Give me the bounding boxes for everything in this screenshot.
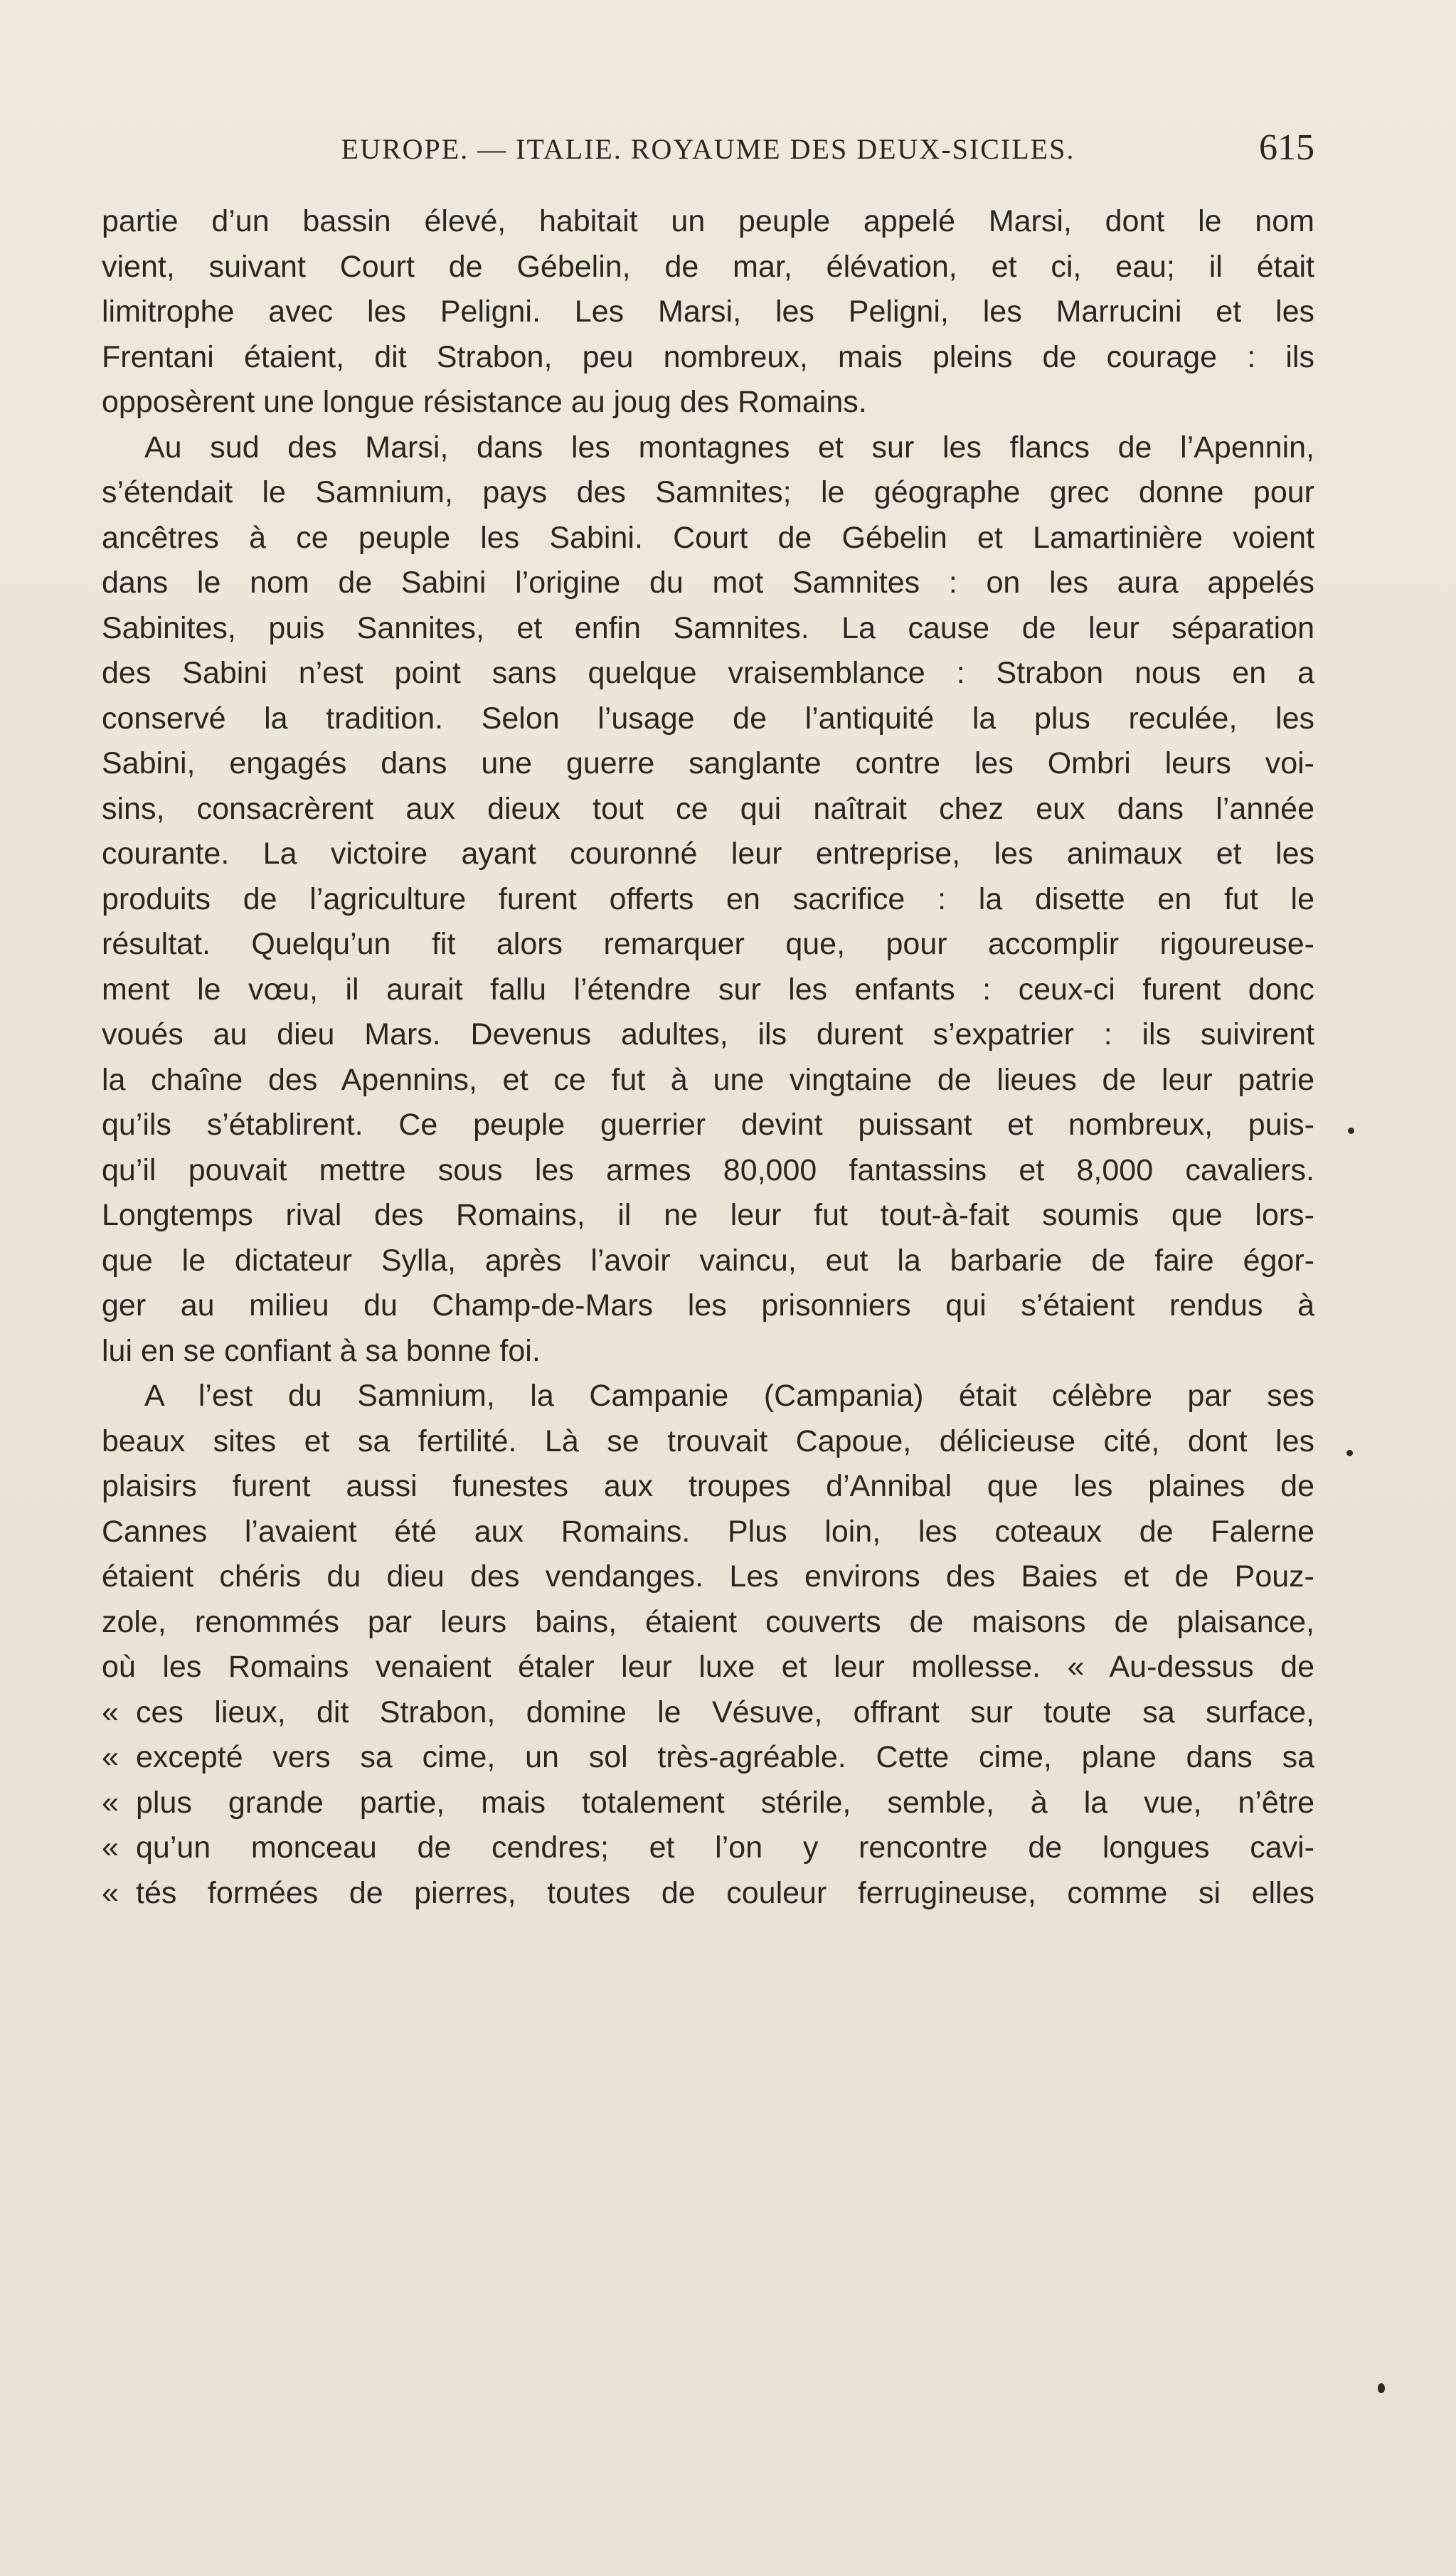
- text-line: dans le nom de Sabini l’origine du mot Samnites : on les aura appelés: [102, 566, 1314, 600]
- text-line: opposèrent une longue résistance au joug des Romains.: [102, 385, 867, 419]
- quote-line: [102, 1825, 1314, 1871]
- text-line: Au sud des Marsi, dans les montagnes et sur les flancs de l’Apennin,: [144, 430, 1314, 465]
- ink-speck: [1378, 2383, 1385, 2393]
- text-line: voués au dieu Mars. Devenus adultes, ils durent s’expatrier : ils suivirent: [102, 1017, 1314, 1051]
- running-title: EUROPE. — ITALIE. ROYAUME DES DEUX-SICILES.: [341, 133, 1075, 165]
- text-line: beaux sites et sa fertilité. Là se trouvait Capoue, délicieuse cité, dont les: [102, 1424, 1314, 1458]
- text-line: partie d’un bassin élevé, habitait un peuple appelé Marsi, dont le nom: [102, 204, 1314, 238]
- text-line: ment le vœu, il aurait fallu l’étendre sur les enfants : ceux-ci furent donc: [102, 972, 1314, 1007]
- quote-mark: «: [102, 1830, 119, 1865]
- text-line: étaient chéris du dieu des vendanges. Les environs des Baies et de Pouz-: [102, 1559, 1314, 1594]
- quote-line: [102, 1781, 1314, 1826]
- text-line: produits de l’agriculture furent offerts en sacrifice : la disette en fut le: [102, 881, 1314, 916]
- quote-line: [102, 1735, 1314, 1781]
- text-line: des Sabini n’est point sans quelque vraisemblance : Strabon nous en a: [102, 656, 1314, 690]
- quote-text: tés formées de pierres, toutes de couleur ferrugineuse, comme si elles: [136, 1875, 1314, 1910]
- text-line: qu’ils s’établirent. Ce peuple guerrier devint puissant et nombreux, puis-: [102, 1108, 1314, 1142]
- text-line: Cannes l’avaient été aux Romains. Plus loin, les coteaux de Falerne: [102, 1514, 1314, 1549]
- quote-text: ces lieux, dit Strabon, domine le Vésuve, offrant sur toute sa surface,: [136, 1695, 1314, 1729]
- ink-speck: [1346, 1450, 1353, 1456]
- text-line: ger au milieu du Champ-de-Mars les prisonniers qui s’étaient rendus à: [102, 1288, 1314, 1323]
- text-line: Longtemps rival des Romains, il ne leur fut tout-à-fait soumis que lors-: [102, 1198, 1314, 1232]
- quote-text: plus grande partie, mais totalement stérile, semble, à la vue, n’être: [136, 1785, 1314, 1820]
- body-text: [102, 199, 1314, 1916]
- text-line: s’étendait le Samnium, pays des Samnites; le géographe grec donne pour: [102, 475, 1314, 509]
- text-line: conservé la tradition. Selon l’usage de l’antiquité la plus reculée, les: [102, 701, 1314, 736]
- text-line: Sabinites, puis Sannites, et enfin Samnites. La cause de leur séparation: [102, 610, 1314, 645]
- quote-mark: «: [102, 1785, 119, 1820]
- text-line: vient, suivant Court de Gébelin, de mar, élévation, et ci, eau; il était: [102, 249, 1314, 284]
- running-header: [102, 127, 1314, 184]
- quotation: [102, 1690, 1314, 1917]
- text-line: que le dictateur Sylla, après l’avoir vaincu, eut la barbarie de faire égor-: [102, 1243, 1314, 1278]
- page-number: 615: [1259, 127, 1314, 168]
- quote-mark: «: [102, 1875, 119, 1910]
- paragraph-2: [102, 425, 1314, 1374]
- text-line: qu’il pouvait mettre sous les armes 80,000 fantassins et 8,000 cavaliers.: [102, 1152, 1314, 1187]
- ink-speck: [1348, 1128, 1354, 1134]
- text-line: Frentani étaient, dit Strabon, peu nombreux, mais pleins de courage : ils: [102, 339, 1314, 374]
- paragraph-1: [102, 199, 1314, 425]
- text-line: résultat. Quelqu’un fit alors remarquer que, pour accomplir rigoureuse-: [102, 927, 1314, 961]
- quote-text: excepté vers sa cime, un sol très-agréable. Cette cime, plane dans sa: [136, 1740, 1314, 1774]
- text-line: zole, renommés par leurs bains, étaient couverts de maisons de plaisance,: [102, 1604, 1314, 1639]
- text-line: lui en se confiant à sa bonne foi.: [102, 1333, 541, 1368]
- quote-mark: «: [102, 1695, 119, 1729]
- text-line: sins, consacrèrent aux dieux tout ce qui naîtrait chez eux dans l’année: [102, 791, 1314, 826]
- text-line: Sabini, engagés dans une guerre sanglante contre les Ombri leurs voi-: [102, 746, 1314, 780]
- text-line: ancêtres à ce peuple les Sabini. Court de Gébelin et Lamartinière voient: [102, 520, 1314, 555]
- text-line: limitrophe avec les Peligni. Les Marsi, les Peligni, les Marrucini et les: [102, 295, 1314, 329]
- text-line: la chaîne des Apennins, et ce fut à une vingtaine de lieues de leur patrie: [102, 1062, 1314, 1097]
- text-line: où les Romains venaient étaler leur luxe et leur mollesse. « Au-dessus de: [102, 1650, 1314, 1684]
- quote-line: [102, 1690, 1314, 1736]
- text-line: courante. La victoire ayant couronné leur entreprise, les animaux et les: [102, 837, 1314, 871]
- quote-line: [102, 1871, 1314, 1917]
- text-line: plaisirs furent aussi funestes aux troupes d’Annibal que les plaines de: [102, 1469, 1314, 1503]
- quote-mark: «: [102, 1740, 119, 1774]
- quote-text: qu’un monceau de cendres; et l’on y rencontre de longues cavi-: [136, 1830, 1314, 1865]
- paragraph-3: [102, 1374, 1314, 1690]
- text-line: A l’est du Samnium, la Campanie (Campania) était célèbre par ses: [144, 1379, 1314, 1413]
